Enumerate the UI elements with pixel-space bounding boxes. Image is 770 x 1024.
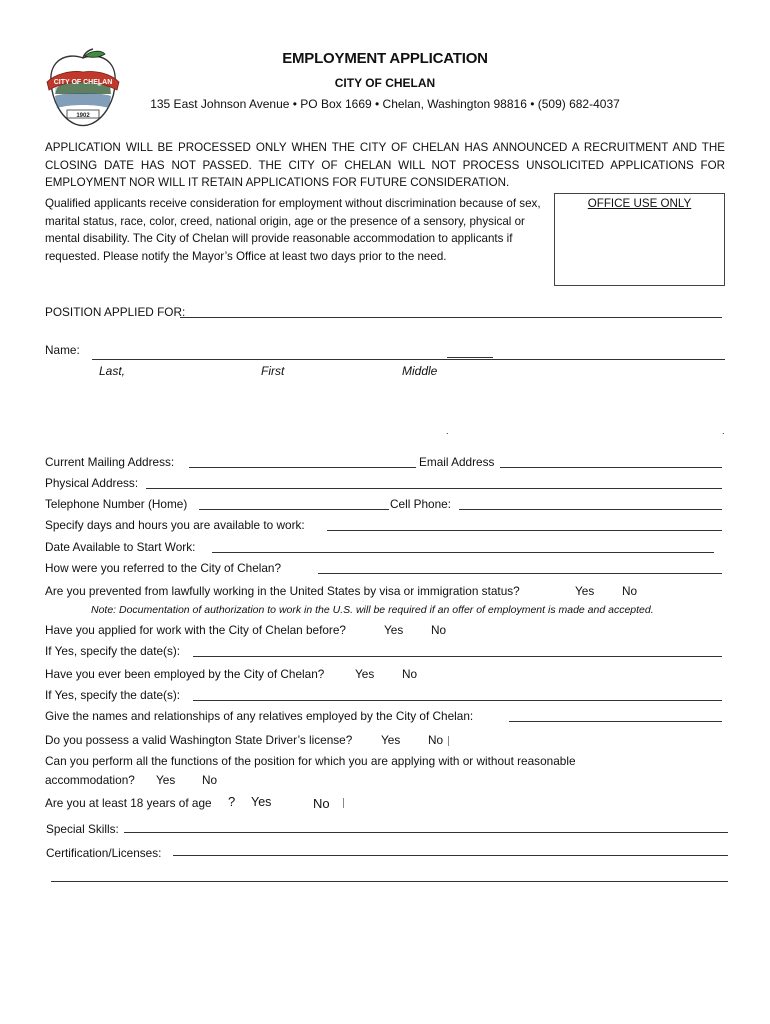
name-label: Name: [45, 343, 80, 357]
email-label: Email Address [419, 455, 495, 469]
name-input[interactable] [92, 359, 725, 360]
referral-label: How were you referred to the City of Chelan? [45, 561, 282, 575]
drivers-license-yes[interactable]: Yes [381, 733, 401, 747]
drivers-license-cursor [448, 736, 449, 746]
applied-before-no[interactable]: No [431, 623, 447, 637]
employed-before-yes[interactable]: Yes [355, 667, 375, 681]
employed-before-no[interactable]: No [402, 667, 418, 681]
age-no[interactable]: No [313, 796, 330, 811]
perform-functions-yes[interactable]: Yes [156, 773, 176, 787]
relatives-question: Give the names and relationships of any relatives employed by the City of Chelan: [45, 709, 474, 723]
cell-phone-input[interactable] [459, 509, 722, 510]
employed-dates-input[interactable] [193, 700, 722, 701]
office-use-box [554, 193, 725, 286]
work-authorization-yes[interactable]: Yes [575, 584, 595, 598]
age-question-mark: ? [228, 794, 236, 809]
start-date-label: Date Available to Start Work: [45, 540, 196, 554]
employed-before-question: Have you ever been employed by the City of Chelan? [45, 667, 325, 681]
city-address: 135 East Johnson Avenue • PO Box 1669 • Chelan, Washington 98816 • (509) 682-4037 [150, 97, 620, 111]
certifications-label: Certification/Licenses: [46, 846, 162, 860]
work-authorization-no[interactable]: No [622, 584, 638, 598]
name-middle-label: Middle [402, 364, 438, 378]
name-last-label: Last, [99, 364, 126, 378]
start-date-input[interactable] [212, 552, 714, 553]
name-input-mark [447, 357, 493, 358]
referral-input[interactable] [318, 573, 722, 574]
cell-phone-label: Cell Phone: [390, 497, 451, 511]
certifications-input[interactable] [173, 855, 728, 856]
applied-dates-input[interactable] [193, 656, 722, 657]
processing-notice: APPLICATION WILL BE PROCESSED ONLY WHEN THE CITY OF CHELAN HAS ANNOUNCED A RECRUITMENT AND THE CLOSING DATE HAS NOT PASSED. THE CITY OF CHELAN WILL NOT PROCESS UNSOLICITED APPLICATIONS FOR EMPLOYMENT NOR WILL IT RETAIN APPLICATIONS FOR FUTURE CONSIDERATION. [45, 141, 725, 189]
applied-before-question: Have you applied for work with the City of Chelan before? [45, 623, 346, 637]
svg-text:CITY OF CHELAN: CITY OF CHELAN [53, 79, 113, 86]
age-cursor [343, 798, 344, 808]
applied-dates-label: If Yes, specify the date(s): [45, 644, 181, 658]
position-input[interactable] [180, 317, 722, 318]
drivers-license-no[interactable]: No [428, 733, 444, 747]
page-subtitle: CITY OF CHELAN [334, 76, 436, 90]
home-phone-input[interactable] [199, 509, 389, 510]
availability-label: Specify days and hours you are available to work: [45, 518, 305, 532]
email-input[interactable] [500, 467, 722, 468]
age-yes[interactable]: Yes [251, 795, 272, 809]
special-skills-input[interactable] [124, 832, 728, 833]
perform-functions-question-line1: Can you perform all the functions of the position for which you are applying with or without reasonable [45, 754, 576, 768]
equal-opportunity-statement: Qualified applicants receive consideration for employment without discrimination because of sex, marital status, race, color, creed, national origin, age or the presence of a sensory, physical or mental disability. The City of Chelan will provide reasonable accommodation to applicants if requested. Please notify the Mayor’s Office at least two days prior to the need. [45, 197, 541, 263]
perform-functions-no[interactable]: No [202, 773, 218, 787]
work-authorization-note: Note: Documentation of authorization to work in the U.S. will be required if an offer of employment is made and accepted. [91, 604, 654, 616]
special-skills-label: Special Skills: [46, 822, 119, 836]
drivers-license-question: Do you possess a valid Washington State Driver’s license? [45, 733, 353, 747]
applied-before-yes[interactable]: Yes [384, 623, 404, 637]
name-first-label: First [261, 364, 285, 378]
availability-input[interactable] [327, 530, 722, 531]
employed-dates-label: If Yes, specify the date(s): [45, 688, 181, 702]
mailing-address-label: Current Mailing Address: [45, 455, 175, 469]
physical-address-input[interactable] [146, 488, 722, 489]
position-label: POSITION APPLIED FOR: [45, 305, 186, 319]
age-question: Are you at least 18 years of age [45, 796, 212, 810]
mailing-address-input[interactable] [189, 467, 416, 468]
relatives-input[interactable] [509, 721, 722, 722]
svg-text:1902: 1902 [76, 113, 90, 119]
perform-functions-question-line2: accommodation? [45, 773, 135, 787]
office-use-label: OFFICE USE ONLY [587, 197, 692, 210]
work-authorization-question: Are you prevented from lawfully working in the United States by visa or immigration status? [45, 584, 520, 598]
page-title: EMPLOYMENT APPLICATION [282, 50, 488, 67]
certifications-input-line2[interactable] [51, 881, 728, 882]
physical-address-label: Physical Address: [45, 476, 139, 490]
home-phone-label: Telephone Number (Home) [45, 497, 188, 511]
